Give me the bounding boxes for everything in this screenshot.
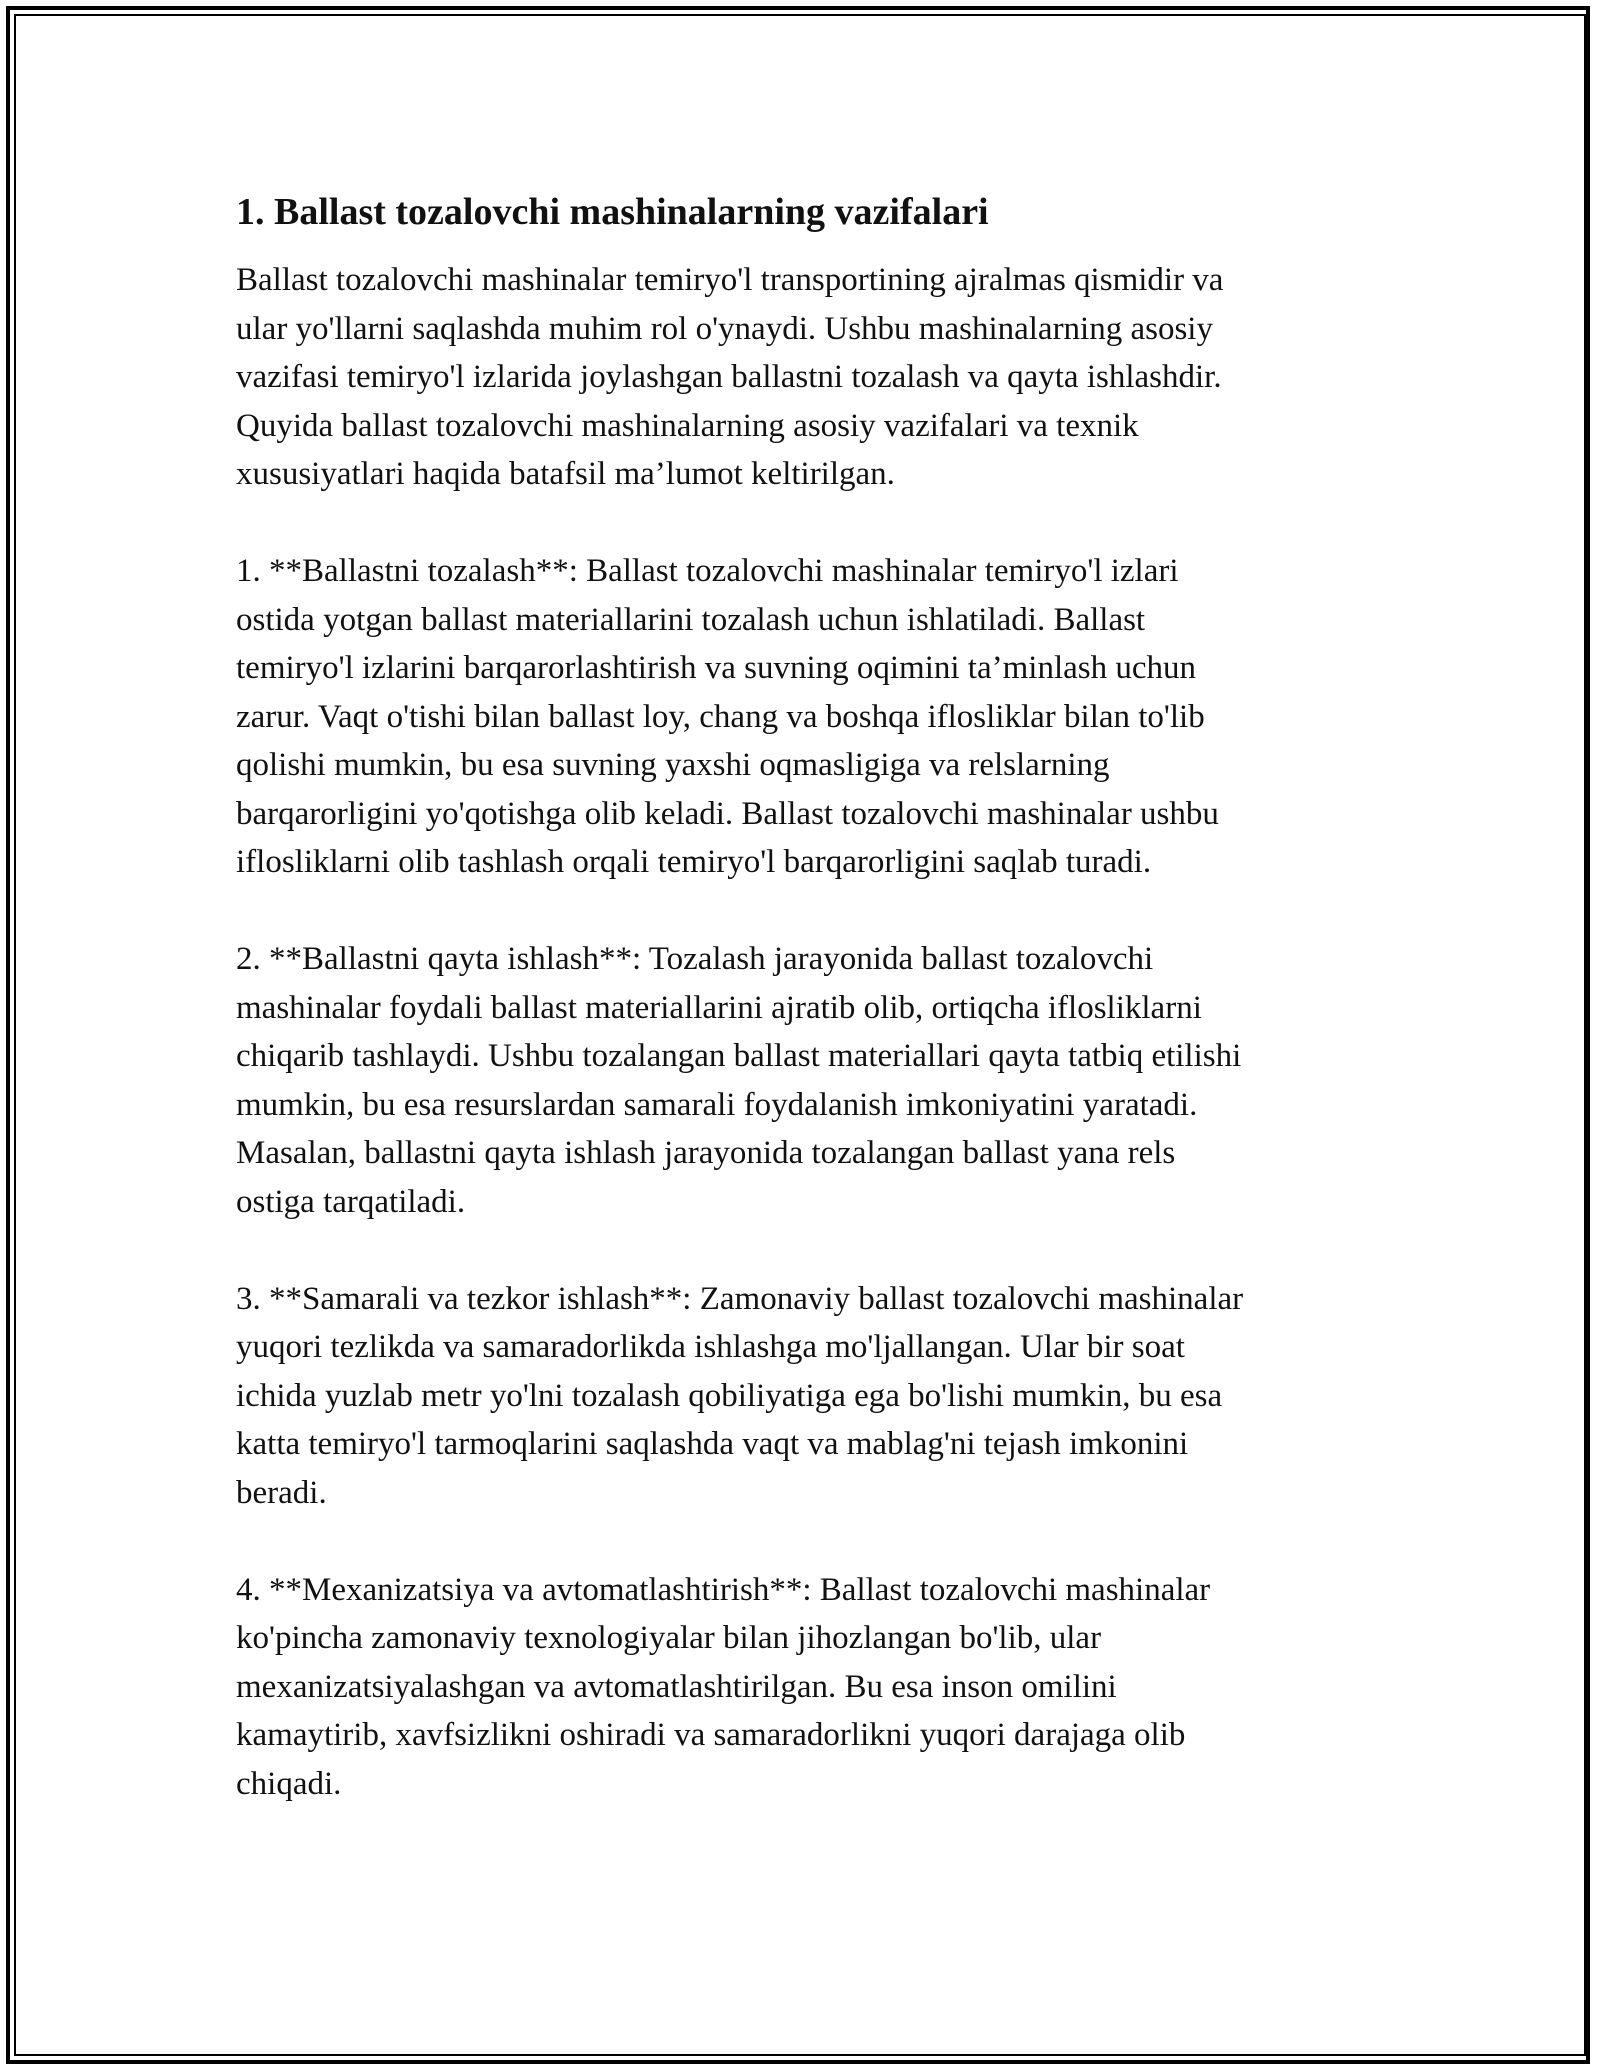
section-heading: 1. Ballast tozalovchi mashinalarning vazifalari (236, 191, 989, 233)
list-item-ballast-cleaning: 1. **Ballastni tozalash**: Ballast tozalovchi mashinalar temiryo'l izlari ostida yotgan ballast materiallarini tozalash uchun ishlatiladi. Ballast temiryo'l izlarini barqarorlashtirish va suvning oqimini ta’minlash uchun zarur. Vaqt o'tishi bilan ballast loy, chang va boshqa ifloslikl​ar bilan to'lib qolishi mumkin, bu esa suvning yaxshi oqmasligiga va relslarning barqarorligini yo'qotishga olib keladi. Ballast tozalovchi mashinalar ushbu iflosliklarni olib tashlash orqali temiryo'l barqarorligini saqlab turadi. (236, 553, 1219, 880)
list-item-mechanization: 4. **Mexanizatsiya va avtomatlashtirish**: Ballast tozalovchi mashinalar ko'pincha zamonaviy texnologiyalar bilan jihozlangan bo'lib, ular mexanizatsiyalashgan va avtomatlashtirilgan. Bu esa inson omilini kamaytirib, xavfsizlikni oshiradi va samaradorlikni yuqori darajaga olib chiqadi. (236, 1571, 1211, 1802)
intro-paragraph: Ballast tozalovchi mashinalar temiryo'l transportining ajralmas qismidir va ular yo'llarni saqlashda muhim rol o'ynaydi. Ushbu mashinalarning asosiy vazifasi temiryo'l izlarida joylashgan ballastni tozalash va qayta ishlashdir. Quyida ballast tozalovchi mashinalarning asosiy vazifalari va texnik xususiyatlari haqida batafsil ma’lumot keltirilgan. (236, 262, 1224, 492)
document-body (236, 188, 1366, 1857)
list-item-ballast-recycling: 2. **Ballastni qayta ishlash**: Tozalash jarayonida ballast tozalovchi mashinalar foydali ballast materiallarini ajratib olib, ortiqcha iflosliklarni chiqarib tashlaydi. Ushbu tozalangan ballast materiallari qayta tatbiq etilishi mumkin, bu esa resurslardan samarali foydalanish imkoniyatini yaratadi. Masalan, ballastni qayta ishlash jarayonida tozalangan ballast yana rels ostiga tarqatiladi. (236, 941, 1242, 1220)
list-item-efficient-operation: 3. **Samarali va tezkor ishlash**: Zamonaviy ballast tozalovchi mashinalar yuqori tezlikda va samaradorlikda ishlashga mo'ljallangan. Ular bir soat ichida yuzlab metr yo'lni tozalash qobiliyatiga ega bo'lishi mumkin, bu esa katta temiryo'l tarmoqlarini saqlashda vaqt va mablag'ni tejash imkonini beradi. (236, 1280, 1244, 1511)
